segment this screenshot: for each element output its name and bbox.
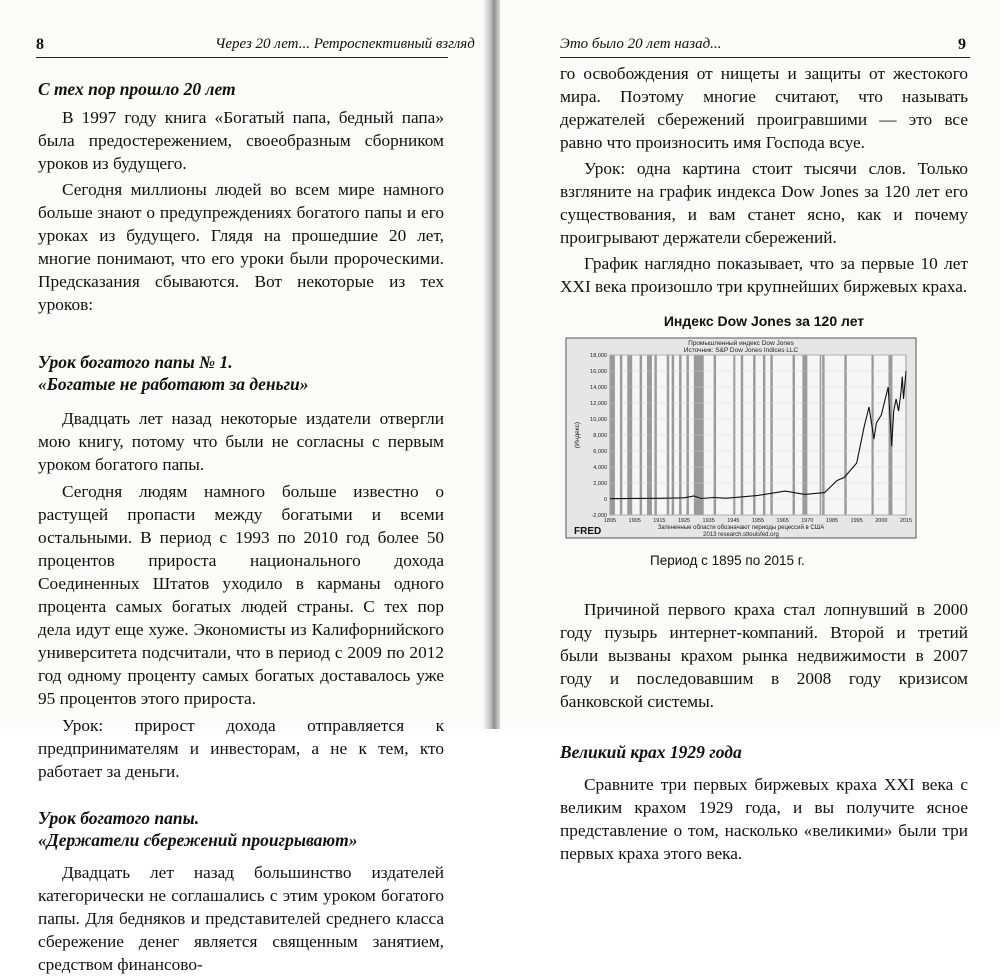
left-paragraph-6: Двадцать лет назад большинство издателей категорически не соглашались с этим уроком богатого папы. Для бедняков и представителей среднего класса сбережение денег является священным занятием, средством финансово- bbox=[38, 863, 444, 974]
right-paragraph-4: Причиной первого краха стал лопнувший в 2000 году пузырь интернет-компаний. Второй и третий были вызваны крахом рынка недвижимости в 2007 году и последовавшим в 2008 году кризисом банковской системы. bbox=[560, 600, 968, 711]
right-paragraph-2: Урок: одна картина стоит тысячи слов. Только взгляните на график индекса Dow Jones за 120 лет его существования, и вам станет ясно, как и почему проигрывают держатели сбережений. bbox=[560, 159, 968, 247]
left-page bbox=[0, 0, 488, 974]
x-tick-label: 1925 bbox=[677, 518, 691, 524]
dow-jones-chart bbox=[566, 338, 916, 538]
x-tick-label: 2000 bbox=[875, 518, 888, 524]
y-tick-label: 14,000 bbox=[590, 385, 607, 391]
y-tick-label: 10,000 bbox=[590, 417, 607, 423]
fred-logo: FRED bbox=[574, 526, 602, 537]
y-tick-label: 12,000 bbox=[590, 401, 607, 407]
left-paragraph-5: Урок: прирост дохода отправляется к предпринимателям и инвесторам, а не к тем, кто работает за деньги. bbox=[38, 716, 444, 781]
y-tick-label: 4,000 bbox=[593, 465, 607, 471]
chart-subtitle-2: Источник: S&P Dow Jones Indices LLC bbox=[683, 347, 799, 354]
lesson-2-title-line1: Урок богатого папы. bbox=[38, 808, 200, 828]
x-tick-label: 1970 bbox=[801, 518, 814, 524]
left-paragraph-3: Двадцать лет назад некоторые издатели отвергли мою книгу, потому что были не согласны с первым уроком богатого папы. bbox=[38, 409, 444, 474]
left-paragraph-2: Сегодня миллионы людей во всем мире намного больше знают о предупреждениях богатого папы и его уроках из будущего. Глядя на прошедшие 20 лет, многие понимают, что его уроки были пророческими. Предсказания сбываются. Вот некоторые из тех уроков: bbox=[38, 180, 444, 314]
x-tick-label: 1905 bbox=[628, 518, 641, 524]
x-tick-label: 1955 bbox=[751, 518, 765, 524]
left-text-column bbox=[38, 64, 444, 976]
x-tick-label: 1995 bbox=[850, 518, 863, 524]
y-tick-label: 18,000 bbox=[590, 353, 607, 359]
x-tick-label: 1895 bbox=[603, 518, 617, 524]
lesson-1-title-line1: Урок богатого папы № 1. bbox=[38, 352, 233, 372]
x-tick-label: 2015 bbox=[899, 518, 913, 524]
x-tick-label: 1945 bbox=[727, 518, 740, 524]
right-paragraph-1: го освобождения от нищеты и защиты от жестокого мира. Поэтому многие считают, что называть держателей сбережений проигравшими — это все равно что произносить имя Господа всуе. bbox=[560, 64, 968, 152]
right-page-number: 9 bbox=[958, 36, 966, 53]
y-tick-label: 2,000 bbox=[593, 481, 607, 487]
x-tick-label: 1985 bbox=[825, 518, 839, 524]
lesson-2-title bbox=[38, 807, 444, 851]
chart-subtitle-1: Промышленный индекс Dow Jones bbox=[688, 340, 794, 347]
right-header-rule bbox=[560, 57, 970, 58]
left-page-number: 8 bbox=[36, 36, 44, 53]
right-page bbox=[500, 0, 1000, 863]
chart-footer-2: 2013 research.stlouisfed.org bbox=[703, 532, 779, 538]
x-tick-label: 1935 bbox=[702, 518, 715, 524]
left-paragraph-4: Сегодня людям намного больше известно о растущей пропасти между богатыми и всеми остальными. В период с 1993 по 2010 год более 50 процентов прироста национального дохода Соединенных Штатов уходило в карманы одного процента самых богатых людей страны. С тех пор дела идут еще хуже. Экономисты из Калифорнийского университета подсчитали, что в период с 2009 по 2012 год одному проценту самых богатых доставалось уже 95 процентов этого прироста. bbox=[38, 482, 444, 708]
left-header-rule bbox=[36, 57, 448, 58]
lesson-2-title-line2: «Держатели сбережений проигрывают» bbox=[38, 830, 358, 850]
y-tick-label: 0 bbox=[603, 497, 607, 503]
chart-title: Индекс Dow Jones за 120 лет bbox=[663, 313, 865, 329]
chart-caption: Период с 1895 по 2015 г. bbox=[650, 553, 805, 568]
lesson-1-title bbox=[38, 351, 444, 395]
lesson-1-title-line2: «Богатые не работают за деньги» bbox=[38, 374, 309, 394]
y-tick-label: 6,000 bbox=[593, 449, 607, 455]
chart-footer-1: Затененные области обозначают периоды рецессий в США bbox=[657, 525, 825, 531]
right-running-head: Это было 20 лет назад... bbox=[560, 36, 722, 52]
right-text-column bbox=[560, 62, 968, 865]
right-paragraph-5: Сравните три первых биржевых краха XXI века с великим крахом 1929 года, и вы получите ясное представление о том, насколько «великими» были три первых краха этого века. bbox=[560, 775, 968, 863]
x-tick-label: 1915 bbox=[653, 518, 666, 524]
right-paragraph-3: График наглядно показывает, что за первые 10 лет XXI века произошло три крупнейших биржевых краха. bbox=[560, 254, 968, 296]
y-tick-label: 16,000 bbox=[590, 369, 607, 375]
chart-svg bbox=[566, 338, 916, 538]
y-tick-label: 8,000 bbox=[593, 433, 607, 439]
y-tick-label: -2,000 bbox=[591, 513, 607, 519]
x-tick-label: 1965 bbox=[776, 518, 789, 524]
section-heading-crash-1929: Великий крах 1929 года bbox=[560, 742, 742, 762]
left-running-head: Через 20 лет... Ретроспективный взгляд bbox=[215, 36, 475, 52]
section-heading-20-years: С тех пор прошло 20 лет bbox=[38, 79, 236, 99]
chart-y-label: (Индекс) bbox=[574, 421, 581, 449]
left-paragraph-1: В 1997 году книга «Богатый папа, бедный папа» была предостережением, своеобразным сборником уроков из будущего. bbox=[38, 108, 444, 173]
